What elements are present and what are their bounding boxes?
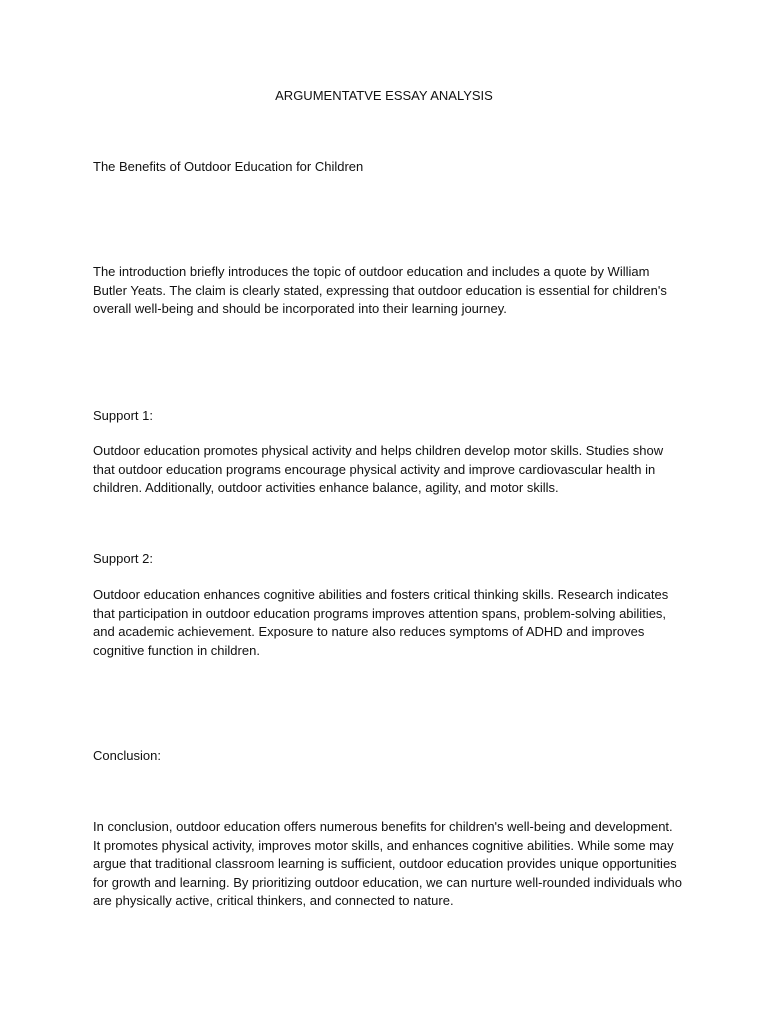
document-title: ARGUMENTATVE ESSAY ANALYSIS	[275, 88, 493, 103]
support-2-paragraph: Outdoor education enhances cognitive abilities and fosters critical thinking skills. Research indicates that participation in outdoor education programs improves attention spans, problem-solving abilities, and academic achievement. Exposure to nature also reduces symptoms of ADHD and improves cognitive function in children.	[93, 587, 669, 658]
conclusion-heading: Conclusion:	[93, 748, 161, 763]
support-2-heading: Support 2:	[93, 551, 153, 566]
support-1-heading: Support 1:	[93, 408, 153, 423]
introduction-paragraph: The introduction briefly introduces the topic of outdoor education and includes a quote by William Butler Yeats. The claim is clearly stated, expressing that outdoor education is essential for children's overall well-being and should be incorporated into their learning journey.	[93, 264, 667, 316]
essay-title: The Benefits of Outdoor Education for Children	[93, 159, 364, 174]
conclusion-paragraph: In conclusion, outdoor education offers numerous benefits for children's well-being and development. It promotes physical activity, improves motor skills, and enhances cognitive abilities. While some may argue that traditional classroom learning is sufficient, outdoor education provides unique opportunities for growth and learning. By prioritizing outdoor education, we can nurture well-rounded individuals who are physically active, critical thinkers, and connected to nature.	[93, 819, 682, 908]
support-1-paragraph: Outdoor education promotes physical activity and helps children develop motor skills. Studies show that outdoor education programs encourage physical activity and improve cardiovascular health in children. Additionally, outdoor activities enhance balance, agility, and motor skills.	[93, 443, 664, 495]
